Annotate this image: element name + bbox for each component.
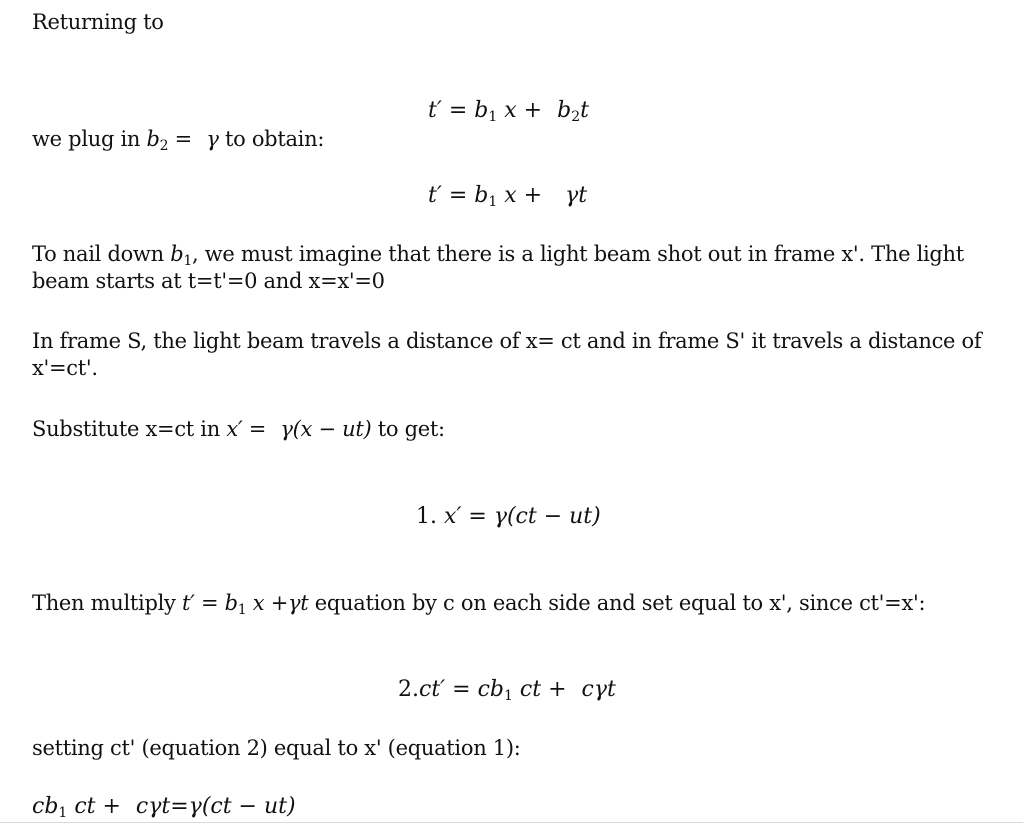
equation-by-c-text: equation by c on each side and set equal to x', since ct'=x': [308, 591, 926, 615]
equation-1: 1. x′ = γ(ct − ut) [416, 504, 601, 529]
nail-down-paragraph [32, 241, 992, 295]
equation-2-number: 2. [398, 677, 419, 702]
returning-to-text: Returning to [32, 10, 164, 34]
substitute-text: Substitute x=ct in [32, 417, 227, 441]
b2-gamma-inline-math: $b_2 = \gamma$ [146, 127, 219, 154]
lorentz-inline-math: x′ = γ(x − ut) [226, 417, 372, 441]
frame-s-paragraph: In frame S, the light beam travels a distance of x= ct and in frame S' it travels a distance of x'=ct'. [32, 329, 982, 380]
nail-down-text: To nail down [32, 242, 171, 266]
final-equation: $cb_1$ ct + cγt=γ(ct − ut) [32, 794, 296, 821]
equation-1-number: 1. [416, 504, 437, 529]
plug-in-text: we plug in [32, 127, 147, 151]
t-prime-inline-math: $t' = b_1$ x +γt [181, 591, 309, 618]
to-obtain-text: to obtain: [218, 127, 325, 151]
equation-t-prime-gamma: $t' = b_1$ x + γt [428, 183, 588, 210]
light-beam-text: , we must imagine that there is a light beam shot out in frame x'. The light beam starts at t=t'=0 and x=x'=0 [32, 242, 964, 293]
to-get-text: to get: [371, 417, 445, 441]
equation-t-prime-b2: $t' = b_1$ $x + b_2t$ [428, 98, 589, 125]
substitute-sentence [32, 416, 1003, 443]
multiply-sentence [32, 590, 1003, 617]
setting-equal-text: setting ct' (equation 2) equal to x' (equation 1): [32, 736, 521, 760]
multiply-text: Then multiply [32, 591, 182, 615]
plug-in-sentence [32, 126, 1003, 153]
b1-inline-math: $b_1$ [170, 242, 192, 269]
equation-2: $2.ct' = cb_1$ ct + cγt [398, 677, 616, 704]
